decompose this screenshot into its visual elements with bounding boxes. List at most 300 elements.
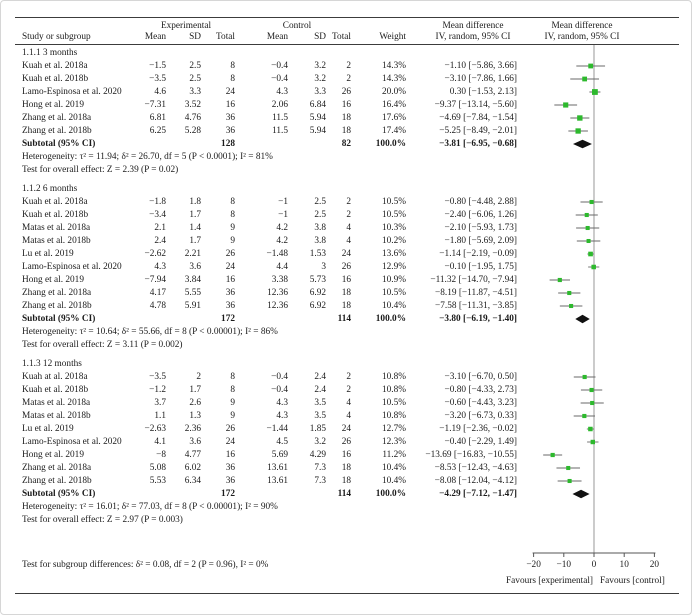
study-row: [1, 222, 692, 234]
weight-cell: 12.3%: [381, 437, 406, 447]
exp-mean-cell: −7.31: [144, 100, 166, 110]
weight-cell: 10.4%: [381, 301, 406, 311]
ci-text-cell: −3.10 [−7.86, 1.66]: [444, 74, 517, 84]
subtotal-label: Subtotal (95% CI): [22, 489, 96, 499]
exp-total-cell: 8: [230, 385, 235, 395]
ctrl-mean-cell: 2.06: [271, 100, 288, 110]
exp-sd-cell: 3.52: [184, 100, 201, 110]
ctrl-total-cell: 16: [341, 275, 351, 285]
ci-text-cell: −1.14 [−2.19, −0.09]: [439, 249, 517, 259]
exp-total-cell: 9: [230, 398, 235, 408]
exp-sd-cell: 5.28: [184, 126, 201, 136]
exp-mean-cell: −3.4: [149, 210, 166, 220]
header-rule: [15, 44, 679, 45]
ctrl-sd-cell: 2.5: [314, 210, 326, 220]
ci-text-cell: −1.10 [−5.86, 3.66]: [444, 61, 517, 71]
ci-text-cell: −8.08 [−12.04, −4.12]: [434, 476, 517, 486]
weight-cell: 10.8%: [381, 372, 406, 382]
ctrl-total-cell: 18: [341, 476, 351, 486]
x-axis-tick-label: −20: [526, 560, 541, 570]
ctrl-mean-cell: 12.36: [267, 288, 288, 298]
ctrl-sd-cell: 3.8: [314, 223, 326, 233]
overall-effect-text: Test for overall effect: Z = 2.97 (P = 0.003): [22, 515, 183, 525]
heterogeneity-text: Heterogeneity: τ² = 11.94; δ² = 26.70, df = 5 (P < 0.0001); I² = 81%: [22, 152, 273, 162]
ci-text-cell: −4.69 [−7.84, −1.54]: [439, 113, 517, 123]
ctrl-total-cell: 4: [346, 411, 351, 421]
exp-sd-cell: 6.02: [184, 463, 201, 473]
weight-cell: 10.8%: [381, 385, 406, 395]
study-row: [1, 274, 692, 286]
heterogeneity-row: [1, 501, 692, 513]
bottom-rule: [15, 593, 679, 594]
weight-cell: 10.4%: [381, 476, 406, 486]
study-row: [1, 235, 692, 247]
subtotal-label: Subtotal (95% CI): [22, 139, 96, 149]
exp-mean-cell: −1.5: [149, 61, 166, 71]
ctrl-mean-cell: −1.48: [266, 249, 288, 259]
ctrl-sd-cell: 3.3: [314, 87, 326, 97]
study-name: Kuah at al. 2018a: [22, 372, 88, 382]
header-weight: Weight: [379, 32, 406, 42]
study-name: Lamo-Espinosa et al. 2020: [22, 87, 122, 97]
exp-total-cell: 36: [225, 288, 235, 298]
heterogeneity-text: Heterogeneity: τ² = 16.01; δ² = 77.03, df = 8 (P < 0.00001); I² = 90%: [22, 502, 278, 512]
study-name: Zhang et al. 2018a: [22, 113, 92, 123]
subtotal-label: Subtotal (95% CI): [22, 314, 96, 324]
study-name: Zhang et al. 2018b: [22, 301, 92, 311]
exp-mean-cell: 4.3: [154, 262, 166, 272]
overall-effect-row: [1, 339, 692, 351]
study-name: Kuah et al. 2018b: [22, 385, 89, 395]
weight-cell: 10.4%: [381, 463, 406, 473]
subtotal-row: [1, 313, 692, 325]
study-row: [1, 423, 692, 435]
header-ctrl-mean: Mean: [266, 32, 288, 42]
ctrl-sd-cell: 2.5: [314, 197, 326, 207]
ctrl-mean-cell: −1.44: [266, 424, 288, 434]
ctrl-total-cell: 16: [341, 100, 351, 110]
exp-mean-cell: 5.53: [149, 476, 166, 486]
exp-total-cell: 8: [230, 372, 235, 382]
exp-total-cell: 8: [230, 74, 235, 84]
ctrl-sd-cell: 2.4: [314, 372, 326, 382]
study-row: [1, 397, 692, 409]
exp-total-cell: 9: [230, 411, 235, 421]
study-name: Kuah et al. 2018b: [22, 210, 89, 220]
ctrl-sd-cell: 1.53: [309, 249, 326, 259]
exp-sd-cell: 2.5: [189, 74, 201, 84]
study-name: Zhang et al. 2018b: [22, 126, 92, 136]
exp-sd-cell: 2.36: [184, 424, 201, 434]
overall-effect-row: [1, 164, 692, 176]
ci-text-cell: −1.80 [−5.69, 2.09]: [444, 236, 517, 246]
subtotal-ctrl-total: 82: [341, 139, 351, 149]
weight-cell: 11.2%: [382, 450, 406, 460]
ci-text-cell: −2.10 [−5.93, 1.73]: [444, 223, 517, 233]
exp-sd-cell: 2: [196, 372, 201, 382]
subtotal-ctrl-total: 114: [337, 489, 351, 499]
header-experimental: Experimental: [160, 21, 212, 31]
study-row: [1, 462, 692, 474]
ctrl-total-cell: 2: [346, 372, 351, 382]
heterogeneity-text: Heterogeneity: τ² = 10.64; δ² = 55.66, df = 8 (P < 0.00001); I² = 86%: [22, 327, 278, 337]
ci-text-cell: −8.19 [−11.87, −4.51]: [434, 288, 517, 298]
ctrl-mean-cell: −0.4: [271, 61, 288, 71]
exp-sd-cell: 1.7: [189, 236, 201, 246]
subtotal-row: [1, 138, 692, 150]
study-row: [1, 410, 692, 422]
ctrl-total-cell: 26: [341, 437, 351, 447]
ctrl-total-cell: 18: [341, 288, 351, 298]
ci-text-cell: −8.53 [−12.43, −4.63]: [434, 463, 517, 473]
overall-effect-row: [1, 514, 692, 526]
exp-mean-cell: 4.17: [149, 288, 166, 298]
ctrl-mean-cell: 4.3: [276, 411, 288, 421]
ci-text-cell: −9.37 [−13.14, −5.60]: [434, 100, 517, 110]
ctrl-mean-cell: −0.4: [271, 385, 288, 395]
study-row: [1, 300, 692, 312]
exp-total-cell: 24: [225, 262, 235, 272]
exp-sd-cell: 5.55: [184, 288, 201, 298]
ctrl-total-cell: 2: [346, 61, 351, 71]
exp-total-cell: 9: [230, 223, 235, 233]
ctrl-sd-cell: 7.3: [314, 476, 326, 486]
exp-mean-cell: 4.1: [154, 437, 166, 447]
subtotal-ci-text: −3.80 [−6.19, −1.40]: [439, 314, 517, 324]
exp-total-cell: 16: [225, 275, 235, 285]
ctrl-mean-cell: 4.3: [276, 87, 288, 97]
ctrl-total-cell: 24: [341, 249, 351, 259]
exp-total-cell: 16: [225, 100, 235, 110]
subtotal-ci-text: −4.29 [−7.12, −1.47]: [439, 489, 517, 499]
ctrl-sd-cell: 6.84: [309, 100, 326, 110]
ci-text-cell: −1.19 [−2.36, −0.02]: [439, 424, 517, 434]
study-name: Lu et al. 2019: [22, 424, 74, 434]
weight-cell: 13.6%: [381, 249, 406, 259]
subtotal-ctrl-total: 114: [337, 314, 351, 324]
ctrl-total-cell: 2: [346, 210, 351, 220]
exp-mean-cell: −1.2: [149, 385, 166, 395]
ctrl-mean-cell: −1: [278, 210, 288, 220]
exp-sd-cell: 2.5: [189, 61, 201, 71]
weight-cell: 14.3%: [381, 61, 406, 71]
weight-cell: 10.9%: [381, 275, 406, 285]
exp-mean-cell: 1.1: [154, 411, 166, 421]
ctrl-total-cell: 26: [341, 87, 351, 97]
favours-experimental-label: Favours [experimental]: [506, 576, 593, 586]
exp-sd-cell: 2.21: [184, 249, 201, 259]
exp-total-cell: 36: [225, 301, 235, 311]
study-row: [1, 436, 692, 448]
heterogeneity-row: [1, 326, 692, 338]
exp-mean-cell: 4.6: [154, 87, 166, 97]
study-name: Hong et al. 2019: [22, 275, 84, 285]
exp-total-cell: 24: [225, 87, 235, 97]
ci-text-cell: −11.32 [−14.70, −7.94]: [430, 275, 517, 285]
ci-text-cell: −0.10 [−1.95, 1.75]: [444, 262, 517, 272]
ci-text-cell: −5.25 [−8.49, −2.01]: [439, 126, 517, 136]
ctrl-sd-cell: 5.94: [309, 113, 326, 123]
exp-mean-cell: −8: [156, 450, 166, 460]
exp-total-cell: 36: [225, 463, 235, 473]
ctrl-mean-cell: 4.2: [276, 236, 288, 246]
top-rule: [15, 17, 679, 18]
x-axis-tick-label: −10: [556, 560, 572, 570]
study-row: [1, 449, 692, 461]
study-name: Matas et al. 2018b: [22, 411, 91, 421]
weight-cell: 17.4%: [381, 126, 406, 136]
weight-cell: 10.8%: [381, 411, 406, 421]
ctrl-mean-cell: 4.5: [276, 437, 288, 447]
exp-mean-cell: −1.8: [149, 197, 166, 207]
exp-sd-cell: 6.34: [184, 476, 201, 486]
exp-total-cell: 26: [225, 249, 235, 259]
ctrl-total-cell: 2: [346, 74, 351, 84]
exp-total-cell: 16: [225, 450, 235, 460]
header-exp-total: Total: [216, 32, 235, 42]
exp-sd-cell: 1.7: [189, 210, 201, 220]
ctrl-mean-cell: −0.4: [271, 372, 288, 382]
study-row: [1, 209, 692, 221]
exp-sd-cell: 3.3: [189, 87, 201, 97]
study-name: Lu et al. 2019: [22, 249, 74, 259]
exp-mean-cell: 3.7: [154, 398, 166, 408]
study-name: Matas et al. 2018a: [22, 398, 91, 408]
group-label: 1.1.1 3 months: [22, 48, 78, 58]
ctrl-mean-cell: 12.36: [267, 301, 288, 311]
exp-sd-cell: 3.6: [189, 437, 201, 447]
subgroup-differences-text: Test for subgroup differences: δ² = 0.08, df = 2 (P = 0.96), I² = 0%: [22, 560, 269, 570]
ctrl-sd-cell: 3.5: [314, 398, 326, 408]
group-label: 1.1.3 12 months: [22, 359, 82, 369]
exp-mean-cell: 4.78: [149, 301, 166, 311]
study-row: [1, 125, 692, 137]
exp-sd-cell: 5.91: [184, 301, 201, 311]
ctrl-mean-cell: 4.2: [276, 223, 288, 233]
header-control: Control: [282, 21, 312, 31]
exp-total-cell: 36: [225, 113, 235, 123]
heterogeneity-row: [1, 151, 692, 163]
study-row: [1, 475, 692, 487]
ctrl-sd-cell: 3.5: [314, 411, 326, 421]
exp-sd-cell: 3.6: [189, 262, 201, 272]
exp-mean-cell: −2.63: [144, 424, 166, 434]
exp-sd-cell: 1.8: [189, 197, 201, 207]
group-label-row: [1, 47, 692, 59]
ctrl-mean-cell: 11.5: [272, 126, 288, 136]
study-name: Kuah et al. 2018b: [22, 74, 89, 84]
ctrl-total-cell: 26: [341, 262, 351, 272]
weight-cell: 10.5%: [381, 210, 406, 220]
weight-cell: 12.9%: [381, 262, 406, 272]
subtotal-row: [1, 488, 692, 500]
ctrl-total-cell: 2: [346, 197, 351, 207]
x-axis-tick-label: 10: [619, 560, 629, 570]
ci-text-cell: −7.58 [−11.31, −3.85]: [434, 301, 517, 311]
exp-sd-cell: 4.76: [184, 113, 201, 123]
study-row: [1, 384, 692, 396]
ctrl-sd-cell: 6.92: [309, 288, 326, 298]
ctrl-total-cell: 18: [341, 301, 351, 311]
ctrl-total-cell: 18: [341, 113, 351, 123]
ci-text-cell: −0.80 [−4.33, 2.73]: [444, 385, 517, 395]
ci-text-cell: −0.80 [−4.48, 2.88]: [444, 197, 517, 207]
study-name: Hong et al. 2019: [22, 450, 84, 460]
exp-mean-cell: −3.5: [149, 74, 166, 84]
header-ctrl-sd: SD: [314, 32, 326, 42]
study-name: Kuah et al. 2018a: [22, 197, 88, 207]
weight-cell: 10.5%: [381, 398, 406, 408]
exp-sd-cell: 1.3: [189, 411, 201, 421]
ci-text-cell: −0.60 [−4.43, 3.23]: [444, 398, 517, 408]
ctrl-sd-cell: 3.8: [314, 236, 326, 246]
ctrl-total-cell: 18: [341, 463, 351, 473]
ci-text-cell: 0.30 [−1.53, 2.13]: [449, 87, 517, 97]
study-row: [1, 99, 692, 111]
group-label-row: [1, 358, 692, 370]
exp-sd-cell: 3.84: [184, 275, 201, 285]
subtotal-exp-total: 172: [221, 489, 235, 499]
ctrl-total-cell: 2: [346, 385, 351, 395]
ctrl-mean-cell: 13.61: [267, 476, 288, 486]
header-iv-random-text: IV, random, 95% CI: [435, 32, 511, 42]
weight-cell: 16.4%: [381, 100, 406, 110]
ctrl-sd-cell: 3.2: [314, 74, 326, 84]
overall-effect-text: Test for overall effect: Z = 2.39 (P = 0.02): [22, 165, 179, 175]
exp-total-cell: 9: [230, 236, 235, 246]
ctrl-sd-cell: 5.73: [309, 275, 326, 285]
weight-cell: 17.6%: [381, 113, 406, 123]
exp-sd-cell: 2.6: [189, 398, 201, 408]
study-name: Zhang et al. 2018a: [22, 463, 92, 473]
study-name: Zhang et al. 2018a: [22, 288, 92, 298]
ctrl-sd-cell: 4.29: [309, 450, 326, 460]
exp-mean-cell: 5.08: [149, 463, 166, 473]
subtotal-exp-total: 128: [221, 139, 235, 149]
study-name: Lamo-Espinosa et al. 2020: [22, 437, 122, 447]
exp-total-cell: 26: [225, 424, 235, 434]
ci-text-cell: −0.40 [−2.29, 1.49]: [444, 437, 517, 447]
study-name: Zhang et al. 2018b: [22, 476, 92, 486]
exp-total-cell: 8: [230, 210, 235, 220]
header-mean-difference-text: Mean difference: [442, 21, 504, 31]
study-name: Matas et al. 2018a: [22, 223, 91, 233]
study-row: [1, 86, 692, 98]
ctrl-mean-cell: 13.61: [267, 463, 288, 473]
ctrl-mean-cell: −1: [278, 197, 288, 207]
exp-mean-cell: 2.4: [154, 236, 166, 246]
ctrl-mean-cell: 11.5: [272, 113, 288, 123]
study-row: [1, 60, 692, 72]
exp-sd-cell: 4.77: [184, 450, 201, 460]
weight-cell: 20.0%: [381, 87, 406, 97]
header-exp-sd: SD: [189, 32, 201, 42]
study-name: Kuah et al. 2018a: [22, 61, 88, 71]
exp-mean-cell: 6.25: [149, 126, 166, 136]
ctrl-sd-cell: 6.92: [309, 301, 326, 311]
x-axis-tick-label: 20: [649, 560, 660, 570]
exp-total-cell: 24: [225, 437, 235, 447]
ctrl-sd-cell: 1.85: [309, 424, 326, 434]
ctrl-mean-cell: −0.4: [271, 74, 288, 84]
exp-mean-cell: −2.62: [144, 249, 166, 259]
ctrl-total-cell: 4: [346, 398, 351, 408]
ctrl-total-cell: 4: [346, 223, 351, 233]
header-iv-random-plot: IV, random, 95% CI: [544, 32, 620, 42]
exp-sd-cell: 1.7: [189, 385, 201, 395]
study-row: [1, 371, 692, 383]
study-row: [1, 73, 692, 85]
overall-effect-text: Test for overall effect: Z = 3.11 (P = 0.002): [22, 340, 183, 350]
exp-total-cell: 8: [230, 197, 235, 207]
subtotal-weight: 100.0%: [375, 139, 406, 149]
weight-cell: 14.3%: [381, 74, 406, 84]
ctrl-sd-cell: 3: [321, 262, 326, 272]
ctrl-total-cell: 16: [341, 450, 351, 460]
subtotal-exp-total: 172: [221, 314, 235, 324]
study-row: [1, 196, 692, 208]
ctrl-mean-cell: 5.69: [271, 450, 288, 460]
weight-cell: 12.7%: [381, 424, 406, 434]
group-label: 1.1.2 6 months: [22, 184, 78, 194]
ctrl-total-cell: 4: [346, 236, 351, 246]
ctrl-mean-cell: 4.3: [276, 398, 288, 408]
exp-total-cell: 36: [225, 476, 235, 486]
header-ctrl-total: Total: [332, 32, 351, 42]
favours-control-label: Favours [control]: [600, 576, 665, 586]
ctrl-sd-cell: 2.4: [314, 385, 326, 395]
study-row: [1, 261, 692, 273]
ctrl-total-cell: 24: [341, 424, 351, 434]
ctrl-sd-cell: 3.2: [314, 61, 326, 71]
ctrl-sd-cell: 5.94: [309, 126, 326, 136]
weight-cell: 10.2%: [381, 236, 406, 246]
subtotal-weight: 100.0%: [375, 314, 406, 324]
subtotal-weight: 100.0%: [375, 489, 406, 499]
exp-mean-cell: 2.1: [154, 223, 166, 233]
study-name: Lamo-Espinosa et al. 2020: [22, 262, 122, 272]
subtotal-ci-text: −3.81 [−6.95, −0.68]: [439, 139, 517, 149]
exp-total-cell: 36: [225, 126, 235, 136]
weight-cell: 10.3%: [381, 223, 406, 233]
ctrl-mean-cell: 4.4: [276, 262, 288, 272]
ci-text-cell: −2.40 [−6.06, 1.26]: [444, 210, 517, 220]
ctrl-mean-cell: 3.38: [271, 275, 288, 285]
ctrl-total-cell: 18: [341, 126, 351, 136]
ci-text-cell: −13.69 [−16.83, −10.55]: [425, 450, 517, 460]
study-name: Hong et al. 2019: [22, 100, 84, 110]
header-mean-difference-plot: Mean difference: [551, 21, 613, 31]
ci-text-cell: −3.10 [−6.70, 0.50]: [444, 372, 517, 382]
ci-text-cell: −3.20 [−6.73, 0.33]: [444, 411, 517, 421]
study-row: [1, 112, 692, 124]
header-exp-mean: Mean: [144, 32, 166, 42]
study-row: [1, 248, 692, 260]
header-study-or-subgroup: Study or subgroup: [22, 32, 91, 42]
ctrl-sd-cell: 7.3: [314, 463, 326, 473]
exp-mean-cell: −3.5: [149, 372, 166, 382]
group-label-row: [1, 183, 692, 195]
exp-mean-cell: 6.81: [149, 113, 166, 123]
exp-total-cell: 8: [230, 61, 235, 71]
weight-cell: 10.5%: [381, 288, 406, 298]
exp-mean-cell: −7.94: [144, 275, 166, 285]
weight-cell: 10.5%: [381, 197, 406, 207]
ctrl-sd-cell: 3.2: [314, 437, 326, 447]
exp-sd-cell: 1.4: [189, 223, 201, 233]
x-axis-tick-label: 0: [591, 560, 597, 570]
study-row: [1, 287, 692, 299]
